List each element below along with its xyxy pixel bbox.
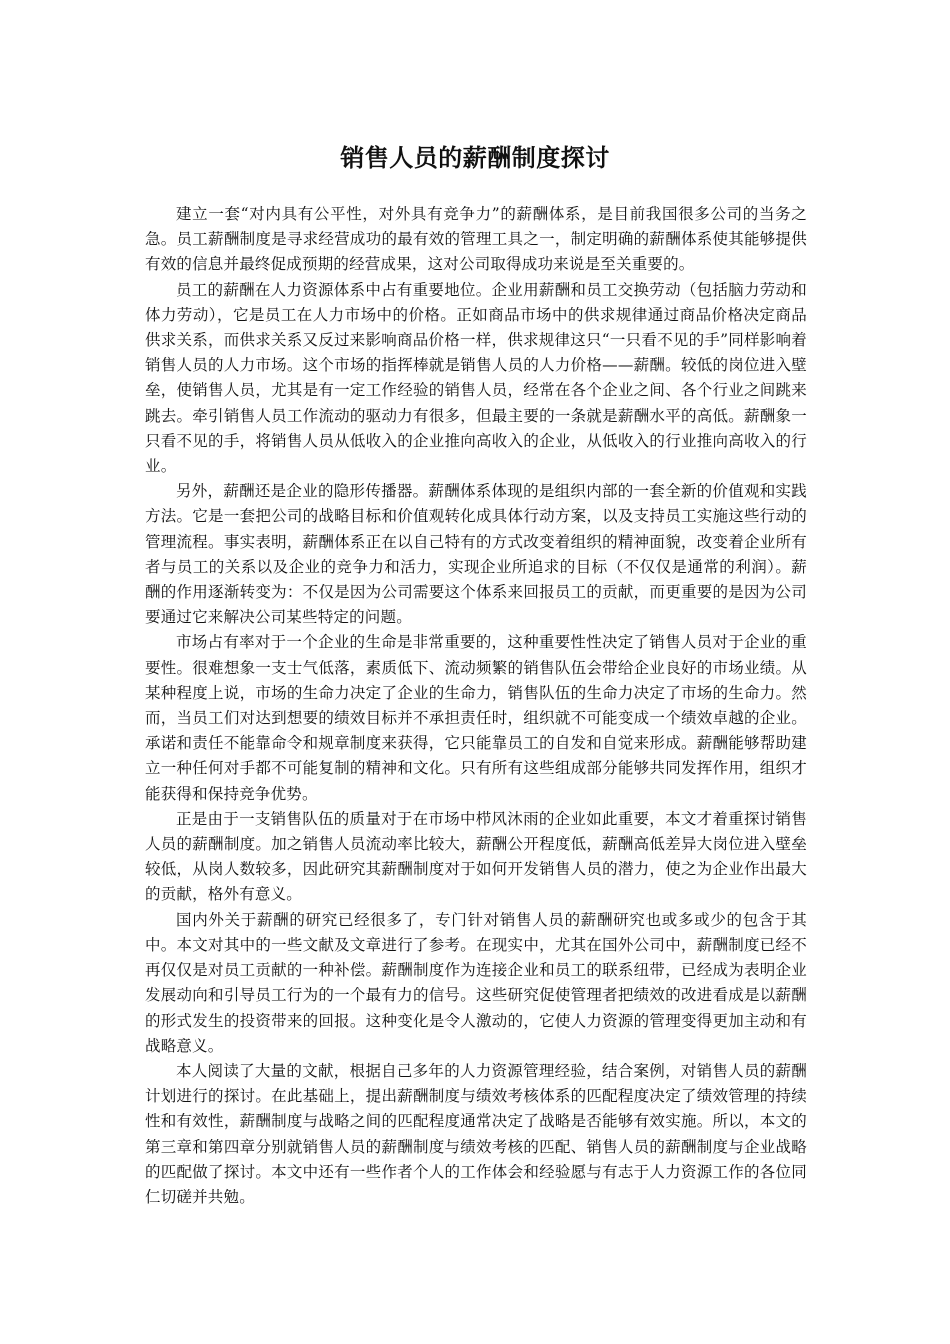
paragraph-1: 建立一套“对内具有公平性，对外具有竞争力”的薪酬体系，是目前我国很多公司的当务之急。员工薪酬制度是寻求经营成功的最有效的管理工具之一，制定明确的薪酬体系使其能够提供有效的信息并最终促成预期的经营成果，这对公司取得成功来说是至关重要的。 (145, 205, 807, 274)
document-title: 销售人员的薪酬制度探讨 (340, 144, 610, 172)
paragraph-5: 正是由于一支销售队伍的质量对于在市场中栉风沐雨的企业如此重要，本文才着重探讨销售人员的薪酬制度。加之销售人员流动率比较大，薪酬公开程度低，薪酬高低差异大岗位进入壁垒较低，从岗人数较多，因此研究其薪酬制度对于如何开发销售人员的潜力，使之为企业作出最大的贡献，格外有意义。 (145, 809, 807, 904)
paragraph-3: 另外，薪酬还是企业的隐形传播器。薪酬体系体现的是组织内部的一套全新的价值观和实践方法。它是一套把公司的战略目标和价值观转化成具体行动方案，以及支持员工实施这些行动的管理流程。事实表明，薪酬体系正在以自己特有的方式改变着组织的精神面貌，改变着企业所有者与员工的关系以及企业的竞争力和活力，实现企业所追求的目标（不仅仅是通常的利润）。薪酬的作用逐渐转变为：不仅是因为公司需要这个体系来回报员工的贡献，而更重要的是因为公司要通过它来解决公司某些特定的问题。 (145, 482, 807, 627)
paragraph-4: 市场占有率对于一个企业的生命是非常重要的，这种重要性性决定了销售人员对于企业的重要性。很难想象一支士气低落，素质低下、流动频繁的销售队伍会带给企业良好的市场业绩。从某种程度上说，市场的生命力决定了企业的生命力，销售队伍的生命力决定了市场的生命力。然而，当员工们对达到想要的绩效目标并不承担责任时，组织就不可能变成一个绩效卓越的企业。承诺和责任不能靠命令和规章制度来获得，它只能靠员工的自发和自觉来形成。薪酬能够帮助建立一种任何对手都不可能复制的精神和文化。只有所有这些组成部分能够共同发挥作用，组织才能获得和保持竞争优势。 (145, 633, 807, 803)
document-body (145, 202, 807, 1210)
paragraph-7: 本人阅读了大量的文献，根据自己多年的人力资源管理经验，结合案例，对销售人员的薪酬计划进行的探讨。在此基础上，提出薪酬制度与绩效考核体系的匹配程度决定了绩效管理的持续性和有效性，薪酬制度与战略之间的匹配程度通常决定了战略是否能够有效实施。所以，本文的第三章和第四章分别就销售人员的薪酬制度与绩效考核的匹配、销售人员的薪酬制度与企业战略的匹配做了探讨。本文中还有一些作者个人的工作体会和经验愿与有志于人力资源工作的各位同仁切磋并共勉。 (145, 1061, 807, 1206)
paragraph-6: 国内外关于薪酬的研究已经很多了，专门针对销售人员的薪酬研究也或多或少的包含于其中。本文对其中的一些文献及文章进行了参考。在现实中，尤其在国外公司中，薪酬制度已经不再仅仅是对员工贡献的一种补偿。薪酬制度作为连接企业和员工的联系纽带，已经成为表明企业发展动向和引导员工行为的一个最有力的信号。这些研究促使管理者把绩效的改进看成是以薪酬的形式发生的投资带来的回报。这种变化是令人激动的，它使人力资源的管理变得更加主动和有战略意义。 (145, 910, 807, 1055)
paragraph-2: 员工的薪酬在人力资源体系中占有重要地位。企业用薪酬和员工交换劳动（包括脑力劳动和体力劳动），它是员工在人力市场中的价格。正如商品市场中的供求规律通过商品价格决定商品供求关系，而供求关系又反过来影响商品价格一样，供求规律这只“一只看不见的手”同样影响着销售人员的人力市场。这个市场的指挥棒就是销售人员的人力价格——薪酬。较低的岗位进入壁垒，使销售人员，尤其是有一定工作经验的销售人员，经常在各个企业之间、各个行业之间跳来跳去。牵引销售人员工作流动的驱动力有很多，但最主要的一条就是薪酬水平的高低。薪酬象一只看不见的手，将销售人员从低收入的企业推向高收入的企业，从低收入的行业推向高收入的行业。 (145, 280, 807, 476)
